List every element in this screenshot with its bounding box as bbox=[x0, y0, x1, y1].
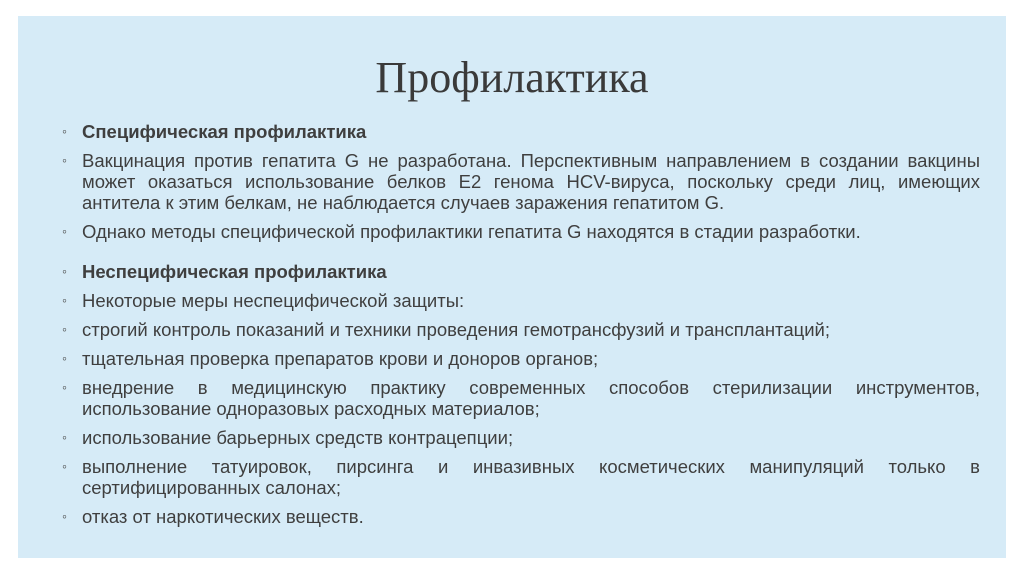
bullet-text: отказ от наркотических веществ. bbox=[82, 506, 364, 527]
bullet-transfusion-control bbox=[62, 319, 980, 340]
bullet-text: Неспецифическая профилактика bbox=[82, 261, 387, 282]
bullet-marker-icon: ◦ bbox=[62, 508, 67, 524]
bullet-methods-in-development bbox=[62, 221, 980, 242]
bullet-text: выполнение татуировок, пирсинга и инвазивных косметических манипуляций только в сертифицированных салонах; bbox=[82, 456, 980, 498]
bullet-vaccination bbox=[62, 150, 980, 213]
bullet-tattoo-salons bbox=[62, 456, 980, 498]
bullet-marker-icon: ◦ bbox=[62, 429, 67, 445]
bullet-marker-icon: ◦ bbox=[62, 350, 67, 366]
bullet-text: внедрение в медицинскую практику современных способов стерилизации инструментов, использование одноразовых расходных материалов; bbox=[82, 377, 980, 419]
bullet-text: Некоторые меры неспецифической защиты: bbox=[82, 290, 465, 311]
bullet-marker-icon: ◦ bbox=[62, 123, 67, 139]
bullet-marker-icon: ◦ bbox=[62, 223, 67, 239]
bullet-donor-check bbox=[62, 348, 980, 369]
bullet-sterilization bbox=[62, 377, 980, 419]
bullet-text: использование барьерных средств контрацепции; bbox=[82, 427, 514, 448]
bullet-marker-icon: ◦ bbox=[62, 321, 67, 337]
bullet-contraception bbox=[62, 427, 980, 448]
bullet-protection-measures bbox=[62, 290, 980, 311]
bullet-text: Вакцинация против гепатита G не разработана. Перспективным направлением в создании вакцины может оказаться использование белков Е2 генома HCV-вируса, поскольку среди лиц, имеющих антитела к этим белкам, не наблюдается случаев заражения гепатитом G. bbox=[82, 150, 980, 213]
bullet-no-drugs bbox=[62, 506, 980, 527]
bullet-marker-icon: ◦ bbox=[62, 379, 67, 395]
bullet-nonspecific-heading bbox=[62, 261, 980, 282]
bullet-text: строгий контроль показаний и техники проведения гемотрансфузий и трансплантаций; bbox=[82, 319, 831, 340]
slide-title: Профилактика bbox=[375, 53, 649, 102]
bullet-marker-icon: ◦ bbox=[62, 263, 67, 279]
bullet-text: Однако методы специфической профилактики гепатита G находятся в стадии разработки. bbox=[82, 221, 861, 242]
bullet-list bbox=[62, 121, 980, 535]
bullet-marker-icon: ◦ bbox=[62, 152, 67, 168]
bullet-specific-heading bbox=[62, 121, 980, 142]
bullet-text: Специфическая профилактика bbox=[82, 121, 367, 142]
bullet-marker-icon: ◦ bbox=[62, 458, 67, 474]
bullet-text: тщательная проверка препаратов крови и доноров органов; bbox=[82, 348, 599, 369]
bullet-marker-icon: ◦ bbox=[62, 292, 67, 308]
